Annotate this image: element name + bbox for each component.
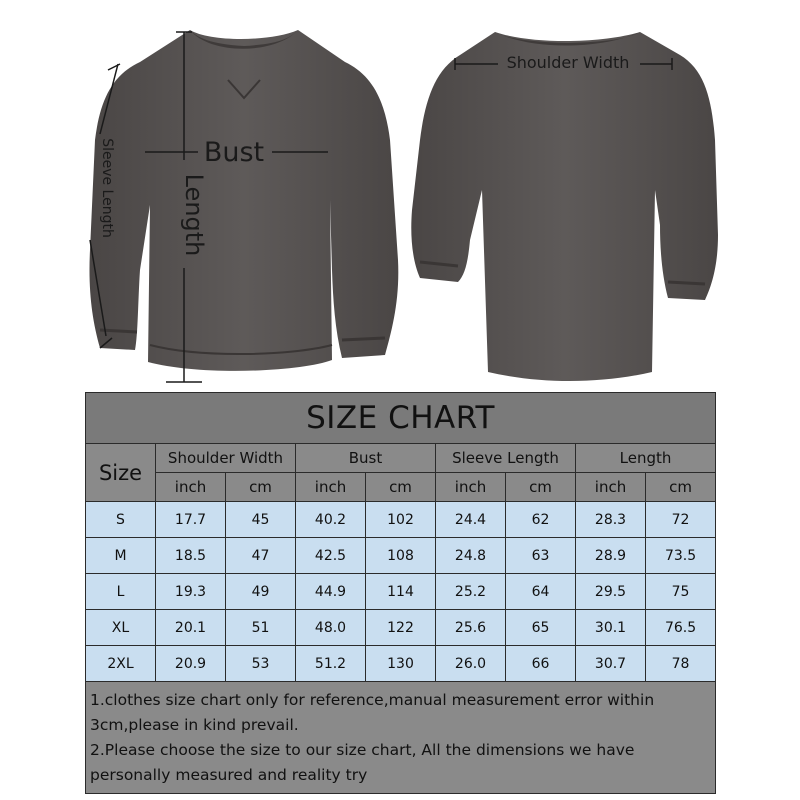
size-chart-title: SIZE CHART (86, 393, 716, 444)
table-cell: 40.2 (296, 502, 366, 538)
table-cell: 19.3 (156, 574, 226, 610)
table-row (86, 646, 716, 682)
unit-header: inch (296, 473, 366, 502)
size-cell: 2XL (86, 646, 156, 682)
size-cell: M (86, 538, 156, 574)
length-label: Length (180, 173, 208, 257)
size-column-header: Size (86, 444, 156, 502)
table-row (86, 538, 716, 574)
table-cell: 65 (506, 610, 576, 646)
table-row (86, 574, 716, 610)
table-cell: 24.8 (436, 538, 506, 574)
size-cell: S (86, 502, 156, 538)
table-cell: 17.7 (156, 502, 226, 538)
note-2: 2.Please choose the size to our size chart, All the dimensions we have personally measured and reality try (90, 741, 635, 784)
table-cell: 28.9 (576, 538, 646, 574)
size-chart-table (85, 392, 716, 794)
column-header-length: Length (576, 444, 716, 473)
table-cell: 28.3 (576, 502, 646, 538)
table-cell: 102 (366, 502, 436, 538)
table-cell: 51 (226, 610, 296, 646)
table-cell: 51.2 (296, 646, 366, 682)
unit-header: cm (506, 473, 576, 502)
table-cell: 114 (366, 574, 436, 610)
table-cell: 25.6 (436, 610, 506, 646)
unit-header: cm (646, 473, 716, 502)
table-cell: 108 (366, 538, 436, 574)
table-cell: 62 (506, 502, 576, 538)
back-shirt (411, 32, 718, 381)
size-cell: L (86, 574, 156, 610)
table-cell: 42.5 (296, 538, 366, 574)
table-cell: 78 (646, 646, 716, 682)
table-cell: 26.0 (436, 646, 506, 682)
shirt-illustration (0, 0, 800, 390)
unit-header: inch (156, 473, 226, 502)
shoulder-width-label: Shoulder Width (506, 53, 630, 72)
table-cell: 75 (646, 574, 716, 610)
table-cell: 30.1 (576, 610, 646, 646)
table-cell: 72 (646, 502, 716, 538)
table-cell: 49 (226, 574, 296, 610)
column-header-sleeve-length: Sleeve Length (436, 444, 576, 473)
unit-header: inch (436, 473, 506, 502)
table-row (86, 502, 716, 538)
unit-header: cm (366, 473, 436, 502)
table-cell: 73.5 (646, 538, 716, 574)
table-cell: 64 (506, 574, 576, 610)
table-row (86, 610, 716, 646)
column-header-bust: Bust (296, 444, 436, 473)
size-cell: XL (86, 610, 156, 646)
table-cell: 47 (226, 538, 296, 574)
table-cell: 122 (366, 610, 436, 646)
table-cell: 76.5 (646, 610, 716, 646)
column-header-shoulder-width: Shoulder Width (156, 444, 296, 473)
table-cell: 24.4 (436, 502, 506, 538)
table-cell: 53 (226, 646, 296, 682)
table-cell: 63 (506, 538, 576, 574)
table-cell: 130 (366, 646, 436, 682)
table-cell: 48.0 (296, 610, 366, 646)
table-cell: 20.1 (156, 610, 226, 646)
unit-header: cm (226, 473, 296, 502)
table-cell: 25.2 (436, 574, 506, 610)
sleeve-length-label: Sleeve Length (99, 138, 115, 238)
note-1: 1.clothes size chart only for reference,manual measurement error within 3cm,please in kind prevail. (90, 691, 655, 734)
table-cell: 20.9 (156, 646, 226, 682)
table-cell: 44.9 (296, 574, 366, 610)
table-cell: 30.7 (576, 646, 646, 682)
table-cell: 29.5 (576, 574, 646, 610)
table-cell: 18.5 (156, 538, 226, 574)
size-notes (86, 682, 716, 794)
unit-header: inch (576, 473, 646, 502)
table-cell: 45 (226, 502, 296, 538)
table-cell: 66 (506, 646, 576, 682)
front-shirt (89, 30, 398, 371)
bust-label: Bust (203, 137, 265, 168)
